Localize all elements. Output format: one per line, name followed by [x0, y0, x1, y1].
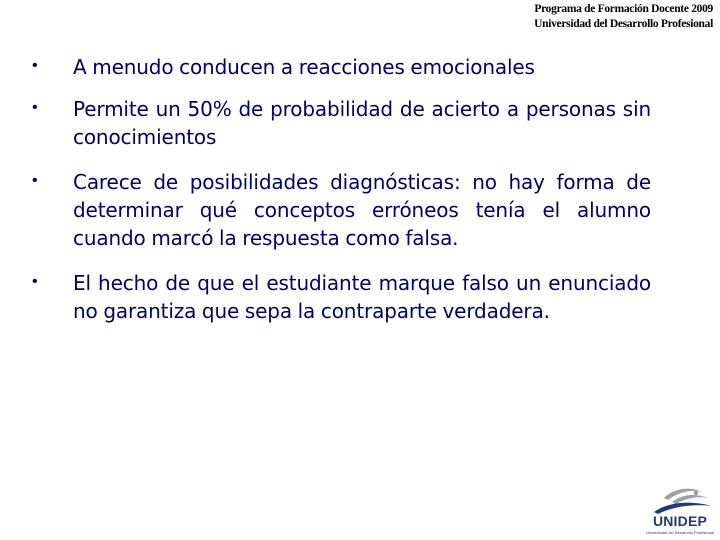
- logo-wordmark: UNIDEP: [652, 513, 708, 529]
- bullet-text: Permite un 50% de probabilidad de acierto a personas sin conocimientos: [73, 97, 651, 149]
- bullet-item: [24, 168, 654, 252]
- bullet-item: [24, 269, 654, 325]
- unidep-logo: [644, 486, 716, 540]
- logo-tagline: Universidad del Desarrollo Profesional: [645, 530, 715, 535]
- bullet-marker: •: [32, 99, 38, 116]
- bullet-text: Carece de posibilidades diagnósticas: no hay forma de determinar qué conceptos erróneos tenía el alumno cuando marcó la respuesta como falsa.: [73, 170, 651, 250]
- bullet-item: [24, 53, 654, 81]
- bullet-marker: •: [32, 273, 38, 290]
- bullet-item: [24, 95, 654, 151]
- bullet-marker: •: [32, 57, 38, 74]
- swoosh-icon: [644, 486, 716, 516]
- header-university-line: Universidad del Desarrollo Profesional: [534, 18, 713, 30]
- bullet-marker: •: [32, 172, 38, 189]
- bullet-text: A menudo conducen a reacciones emocionales: [73, 55, 535, 79]
- header-program-line: Programa de Formación Docente 2009: [534, 3, 713, 15]
- bullet-text: El hecho de que el estudiante marque falso un enunciado no garantiza que sepa la contraparte verdadera.: [73, 271, 651, 323]
